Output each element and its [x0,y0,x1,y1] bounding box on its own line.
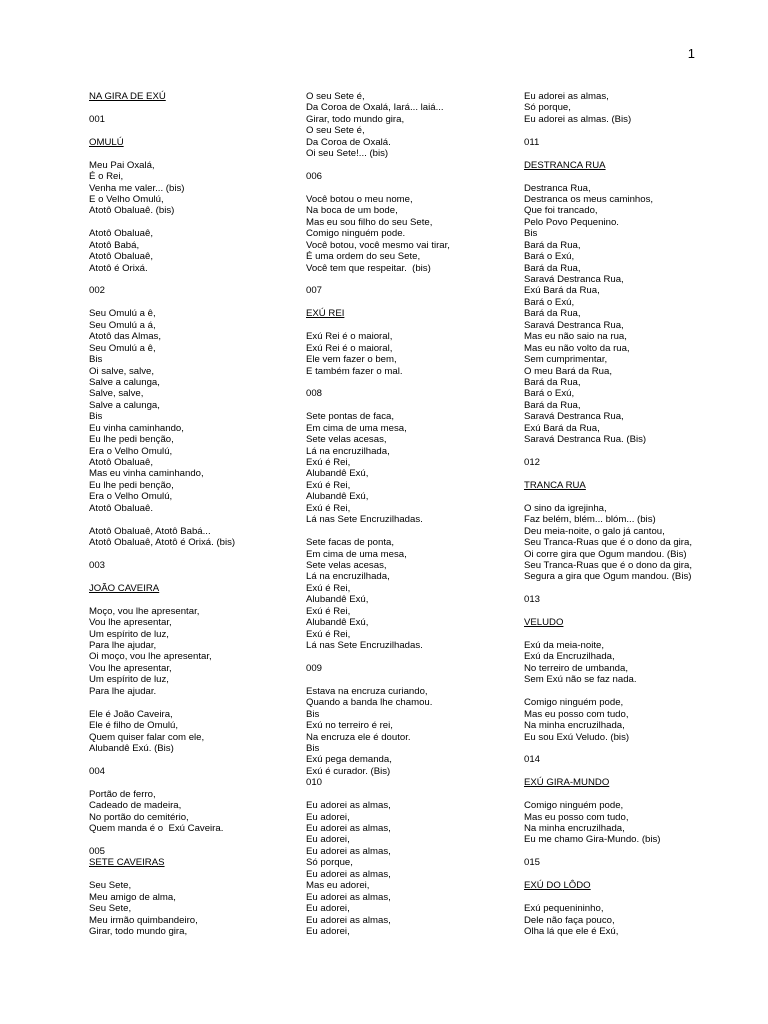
text-line: Mas eu não saio na rua, [524,331,627,343]
text-line: 006 [306,171,323,183]
text-line: Exú da meia-noite, [524,640,604,651]
section-heading: OMULÚ [89,136,124,148]
blank-line [306,651,511,662]
blank-line [524,789,739,800]
text-line: Sem Exú não se faz nada. [524,674,637,686]
text-line: 009 [306,662,323,674]
text-line: Exú Bará da Rua, [524,422,600,434]
text-line: Para lhe ajudar, [89,640,157,651]
blank-line [524,869,739,880]
text-line: Atotô Obaluaê, [89,228,154,240]
text-line: Eu lhe pedi benção, [89,434,174,446]
text-line: Exú pega demanda, [306,754,392,766]
text-line: Quem quiser falar com ele, [89,731,205,743]
text-line: Destranca Rua, [524,182,591,194]
text-line: Lá na encruzilhada, [306,571,390,583]
text-line: Alubandê Exú, [306,594,369,606]
blank-line [306,160,511,171]
text-line: Bará o Exú, [524,296,575,308]
text-line: Atotô Obaluaê, [89,251,154,263]
text-line: Exú Rei é o maioral, [306,331,393,343]
text-line: Moço, vou lhe apresentar, [89,605,200,617]
blank-line [524,892,739,903]
text-line: Seu Omulú a á, [89,319,156,331]
text-line: Girar, todo mundo gira, [89,925,188,937]
text-line: Bará da Rua, [524,399,581,411]
text-line: Quem manda é o Exú Caveira. [89,823,224,834]
text-line: Só porque, [524,102,571,114]
text-line: Meu irmão quimbandeiro, [89,914,198,926]
blank-line [306,320,511,331]
blank-line [524,583,739,594]
blank-line [524,686,739,697]
text-line: Quando a banda lhe chamou. [306,697,433,709]
text-line: Sete pontas de faca, [306,411,395,423]
blank-line [89,697,289,708]
blank-line [89,594,289,605]
text-line: Bará da Rua, [524,262,581,274]
text-line: Sete facas de ponta, [306,537,395,549]
text-line: Eu adorei, [306,903,350,915]
text-line: Seu Omulú a ê, [89,308,156,320]
text-line: Salve a calunga, [89,399,160,411]
blank-line [524,743,739,754]
text-line: Na minha encruzilhada, [524,823,625,834]
text-line: O sino da igrejinha, [524,502,607,514]
text-line: Eu adorei as almas, [306,823,391,834]
blank-line [89,274,289,285]
blank-line [89,834,289,845]
text-line: Exú é Rei, [306,502,351,514]
blank-line [89,514,289,525]
text-line: Exú Rei é o maioral, [306,342,393,354]
text-line: Seu Tranca-Ruas que é o dono da gira, [524,537,693,549]
blank-line [524,148,739,159]
text-line: Atotô Obaluaê. (bis) [89,205,175,217]
text-line: 012 [524,457,541,468]
text-line: Ele é filho de Omulú, [89,720,179,732]
text-line: 013 [524,594,541,606]
text-line: Bará da Rua, [524,308,581,320]
text-line: Eu adorei, [306,811,350,823]
text-line: Segura a gira que Ogum mandou. (Bis) [524,571,692,583]
text-line: 007 [306,285,323,297]
text-line: Eu adorei as almas, [306,845,391,857]
text-line: Olha lá que ele é Exú, [524,925,619,937]
text-line: Alubandê Exú. (Bis) [89,742,174,754]
text-line: E também fazer o mal. [306,365,403,377]
text-line: Eu adorei as almas, [306,914,391,926]
text-line: Alubandê Exú, [306,617,369,629]
text-line: Deu meia-noite, o galo já cantou, [524,525,665,537]
blank-line [524,171,739,182]
text-line: Sem cumprimentar, [524,354,608,366]
text-line: Atotô Obaluaê, Atotô é Orixá. (bis) [89,537,236,549]
text-line: Portão de ferro, [89,788,156,800]
text-line: Eu sou Exú Veludo. (bis) [524,731,630,743]
text-line: Eu adorei as almas, [306,891,391,903]
text-line: Mas eu sou filho do seu Sete, [306,216,433,228]
text-line: Meu amigo de alma, [89,891,176,903]
text-line: 001 [89,113,106,125]
blank-line [524,846,739,857]
text-line: Estava na encruza curiando, [306,685,428,697]
text-line: 003 [89,559,106,571]
text-line: Lá nas Sete Encruzilhadas. [306,514,423,526]
text-line: Exú é curador. (Bis) [306,765,391,777]
text-line: 014 [524,754,541,766]
text-line: 005 [89,845,106,857]
text-line: Alubandê Exú, [306,468,369,480]
blank-line [524,125,739,136]
text-line: Bará o Exú, [524,251,575,263]
section-heading: SETE CAVEIRAS [89,857,165,869]
text-line: Destranca os meus caminhos, [524,193,654,205]
text-line: Oi corre gira que Ogum mandou. (Bis) [524,548,687,560]
blank-line [524,446,739,457]
text-line: Eu adorei as almas, [306,800,391,812]
text-line: Eu lhe pedi benção, [89,479,174,491]
text-line: Salve a calunga, [89,376,160,388]
blank-line [524,766,739,777]
text-line: Eu vinha caminhando, [89,422,184,434]
text-line: Você botou, você mesmo vai tirar, [306,239,450,251]
text-line: Vou lhe apresentar, [89,617,172,629]
text-line: Vou lhe apresentar, [89,662,172,674]
text-line: Saravá Destranca Rua, [524,319,624,331]
blank-line [524,606,739,617]
blank-line [306,297,511,308]
text-line: Você tem que respeitar. (bis) [306,262,431,274]
text-line: Eu adorei as almas, [306,868,391,880]
text-line: Na encruza ele é doutor. [306,731,411,743]
text-line: Era o Velho Omulú, [89,445,173,457]
text-line: Um espírito de luz, [89,674,169,686]
text-line: Saravá Destranca Rua, [524,274,624,285]
text-line: Salve, salve, [89,388,144,400]
text-line: Exú é Rei, [306,479,351,491]
text-line: É o Rei, [89,171,124,183]
text-line: Ele é João Caveira, [89,708,173,720]
blank-line [306,789,511,800]
blank-line [89,754,289,765]
text-line: Bará da Rua, [524,376,581,388]
blank-line [89,148,289,159]
text-line: Faz belém, blém... blóm... (bis) [524,514,656,526]
text-line: Sete velas acesas, [306,559,387,571]
text-line: Que foi trancado, [524,205,598,217]
text-line: Um espírito de luz, [89,628,169,640]
text-line: O seu Sete é, [306,91,365,102]
text-line: Eu adorei, [306,925,350,937]
text-line: Exú Bará da Rua, [524,285,600,297]
text-line: Exú é Rei, [306,628,351,640]
text-line: Em cima de uma mesa, [306,548,407,560]
blank-line [306,526,511,537]
text-line: Para lhe ajudar. [89,685,157,697]
blank-line [89,217,289,228]
text-line: Bis [89,411,103,423]
text-line: Comigo ninguém pode. [306,228,406,240]
text-line: Seu Sete, [89,903,132,915]
blank-line [89,869,289,880]
page-number: 1 [687,46,695,61]
text-line: Exú é Rei, [306,582,351,594]
text-line: 008 [306,388,323,400]
text-line: Girar, todo mundo gira, [306,113,405,125]
section-heading: DESTRANCA RUA [524,159,606,171]
text-line: Atotô Obaluaê. [89,502,154,514]
blank-line [89,297,289,308]
text-line: Bará o Exú, [524,388,575,400]
blank-line [89,549,289,560]
text-line: 011 [524,136,540,148]
text-line: Oi salve, salve, [89,365,155,377]
text-line: Comigo ninguém pode, [524,697,624,709]
text-line: Bis [306,708,320,720]
blank-line [89,571,289,582]
text-line: Sete velas acesas, [306,434,387,446]
section-heading: TRANCA RUA [524,479,586,491]
text-line: Atotô é Orixá. [89,262,148,274]
text-line: Eu adorei, [306,834,350,846]
text-line: Atotô Babá, [89,239,140,251]
blank-line [89,125,289,136]
section-heading: EXÚ DO LÔDO [524,880,591,892]
section-heading: VELUDO [524,617,564,629]
blank-line [306,183,511,194]
text-line: O meu Bará da Rua, [524,365,612,377]
text-line: Seu Tranca-Ruas que é o dono da gira, [524,559,693,571]
text-line: Da Coroa de Oxalá. [306,136,391,148]
text-line: Seu Omulú a ê, [89,342,156,354]
text-line: Venha me valer... (bis) [89,182,185,194]
text-line: Só porque, [306,857,353,869]
text-line: Eu me chamo Gira-Mundo. (bis) [524,834,661,846]
blank-line [306,674,511,685]
text-line: Meu Pai Oxalá, [89,159,155,171]
text-line: Exú da Encruzilhada, [524,651,615,663]
text-line: Mas eu posso com tudo, [524,708,629,720]
blank-line [306,377,511,388]
text-line: O seu Sete é, [306,125,365,137]
text-line: Atotô Obaluaê, [89,457,154,468]
text-line: Lá nas Sete Encruzilhadas. [306,640,423,651]
text-line: Atotô das Almas, [89,331,161,343]
text-line: Atotô Obaluaê, Atotô Babá... [89,525,211,537]
text-line: Era o Velho Omulú, [89,491,173,503]
text-line: Mas eu vinha caminhando, [89,468,204,480]
blank-line [524,629,739,640]
text-line: No portão do cemitério, [89,811,189,823]
text-line: Exú é Rei, [306,605,351,617]
text-line: Ele vem fazer o bem, [306,354,397,366]
blank-line [306,274,511,285]
text-line: E o Velho Omulú, [89,193,164,205]
text-line: Da Coroa de Oxalá, Iará... laiá... [306,102,444,114]
text-line: Bis [524,228,538,240]
section-heading: EXÚ GIRA-MUNDO [524,777,610,789]
text-line: Mas eu posso com tudo, [524,811,629,823]
section-heading: NA GIRA DE EXÚ [89,91,166,102]
text-line: Saravá Destranca Rua. (Bis) [524,434,647,446]
text-line: Lá na encruzilhada, [306,445,390,457]
text-line: É uma ordem do seu Sete, [306,251,421,263]
text-line: 002 [89,285,106,297]
text-line: Bis [306,742,320,754]
text-line: Cadeado de madeira, [89,800,182,812]
blank-line [524,491,739,502]
text-line: Seu Sete, [89,880,132,892]
text-line: Na minha encruzilhada, [524,720,625,732]
text-line: Mas eu não volto da rua, [524,342,630,354]
text-line: Eu adorei as almas, [524,91,609,102]
text-line: Pelo Povo Pequenino. [524,216,619,228]
text-column-2 [306,91,511,937]
text-line: Oi seu Sete!... (bis) [306,148,389,160]
text-column-3 [524,91,739,937]
text-line: Mas eu adorei, [306,880,370,892]
text-line: 004 [89,765,106,777]
blank-line [306,400,511,411]
text-line: Bis [89,354,103,366]
text-column-1 [89,91,289,937]
text-line: Dele não faça pouco, [524,914,615,926]
text-line: 015 [524,857,541,869]
section-heading: JOÃO CAVEIRA [89,582,160,594]
text-line: Eu adorei as almas. (Bis) [524,113,632,125]
text-line: 010 [306,777,323,789]
text-line: No terreiro de umbanda, [524,662,628,674]
text-line: Comigo ninguém pode, [524,800,624,812]
text-line: Exú pequenininho, [524,903,604,915]
text-line: Na boca de um bode, [306,205,398,217]
text-line: Oi moço, vou lhe apresentar, [89,651,212,663]
text-line: Exú é Rei, [306,457,351,468]
blank-line [89,777,289,788]
text-line: Exú no terreiro é rei, [306,720,393,732]
text-line: Você botou o meu nome, [306,193,413,205]
text-line: Bará da Rua, [524,239,581,251]
text-line: Em cima de uma mesa, [306,422,407,434]
section-heading: EXÚ REI [306,308,345,320]
blank-line [524,468,739,479]
blank-line [89,102,289,113]
text-line: Saravá Destranca Rua, [524,411,624,423]
text-line: Alubandê Exú, [306,491,369,503]
